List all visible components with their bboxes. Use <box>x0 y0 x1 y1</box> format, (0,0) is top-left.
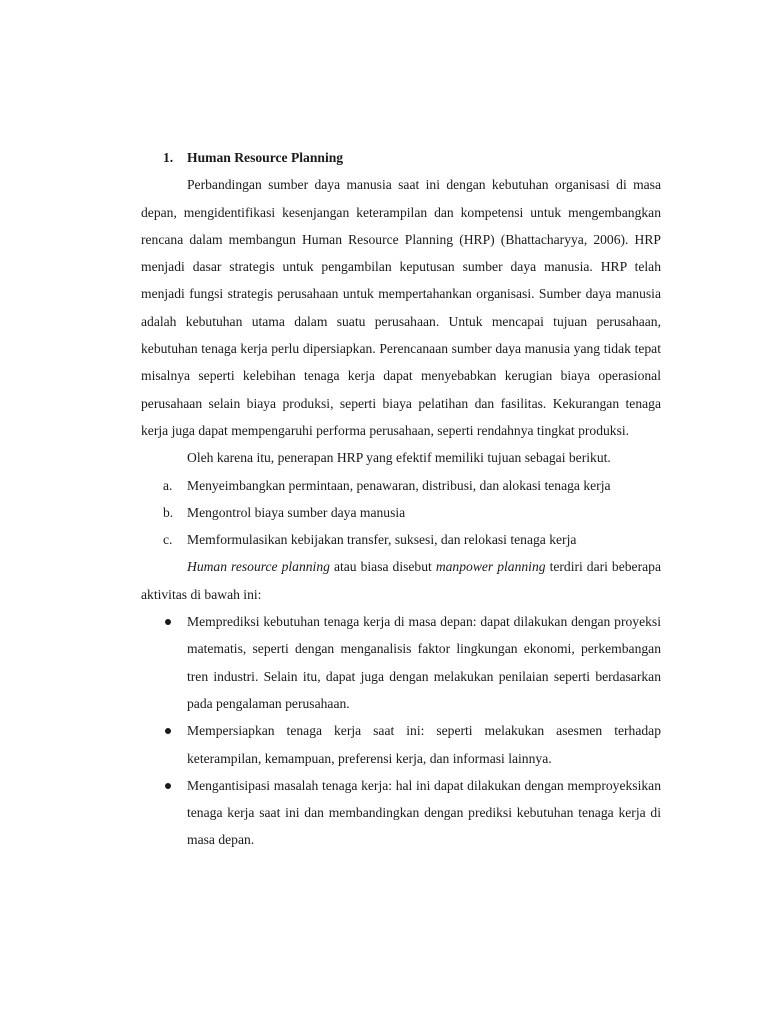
list-item-text: Mengontrol biaya sumber daya manusia <box>187 504 406 520</box>
list-item-text: Mengantisipasi masalah tenaga kerja: hal ini dapat dilakukan dengan memproyeksikan tenaga kerja saat ini dan membandingkan dengan prediksi kebutuhan tenaga kerja di masa depan. <box>187 777 661 848</box>
list-item <box>141 772 661 854</box>
paragraph-text: terdiri dari beberapa aktivitas di bawah ini: <box>141 559 661 602</box>
italic-term-hrp: Human resource planning <box>187 559 330 575</box>
activities-list <box>141 608 661 854</box>
section-number: 1. <box>163 150 174 165</box>
paragraph-text: atau biasa disebut <box>329 559 436 575</box>
list-item-text: Mempersiapkan tenaga kerja saat ini: seperti melakukan asesmen terhadap keterampilan, kemampuan, preferensi kerja, dan informasi lainnya. <box>187 723 661 766</box>
paragraph-hrp-goals-intro: Oleh karena itu, penerapan HRP yang efektif memiliki tujuan sebagai berikut. <box>187 450 611 466</box>
list-item-text: Menyeimbangkan permintaan, penawaran, distribusi, dan alokasi tenaga kerja <box>187 477 611 493</box>
list-item-text: Memprediksi kebutuhan tenaga kerja di masa depan: dapat dilakukan dengan proyeksi matematis, seperti dengan menganalisis faktor lingkungan ekonomi, perkembangan tren industri. Selain itu, dapat juga dengan melakukan penilaian seperti berdasarkan pada pengalaman perusahaan. <box>187 614 661 711</box>
list-item-text: Memformulasikan kebijakan transfer, suksesi, dan relokasi tenaga kerja <box>187 532 577 548</box>
goals-list <box>141 472 661 554</box>
list-item <box>141 717 661 772</box>
bullet-icon <box>165 619 171 625</box>
list-item <box>141 499 661 526</box>
list-marker: b. <box>163 504 174 520</box>
document-body <box>141 144 661 854</box>
list-item <box>141 526 661 553</box>
list-marker: a. <box>163 477 173 493</box>
bullet-icon <box>165 783 171 789</box>
list-marker: c. <box>163 532 173 548</box>
list-item <box>141 608 661 717</box>
section-heading <box>141 144 661 171</box>
italic-term-manpower: manpower planning <box>435 559 546 575</box>
paragraph-hrp-definition: Perbandingan sumber daya manusia saat ini dengan kebutuhan organisasi di masa depan, mengidentifikasi kesenjangan keterampilan dan kompetensi untuk mengembangkan rencana dalam membangun Human Resource Planning (HRP) (Bhattacharyya, 2006). HRP menjadi dasar strategis untuk pengambilan keputusan sumber daya manusia. HRP telah menjadi fungsi strategis perusahaan untuk mempertahankan organisasi. Sumber daya manusia adalah kebutuhan utama dalam suatu perusahaan. Untuk mencapai tujuan perusahaan, kebutuhan tenaga kerja perlu dipersiapkan. Perencanaan sumber daya manusia yang tidak tepat misalnya seperti kelebihan tenaga kerja dapat menyebabkan kerugian biaya operasional perusahaan selain biaya produksi, seperti biaya pelatihan dan fasilitas. Kekurangan tenaga kerja juga dapat mempengaruhi performa perusahaan, seperti rendahnya tingkat produksi. <box>141 177 661 438</box>
paragraph-activities-intro <box>141 553 661 608</box>
section-title: Human Resource Planning <box>187 150 344 165</box>
list-item <box>141 472 661 499</box>
bullet-icon <box>165 728 171 734</box>
